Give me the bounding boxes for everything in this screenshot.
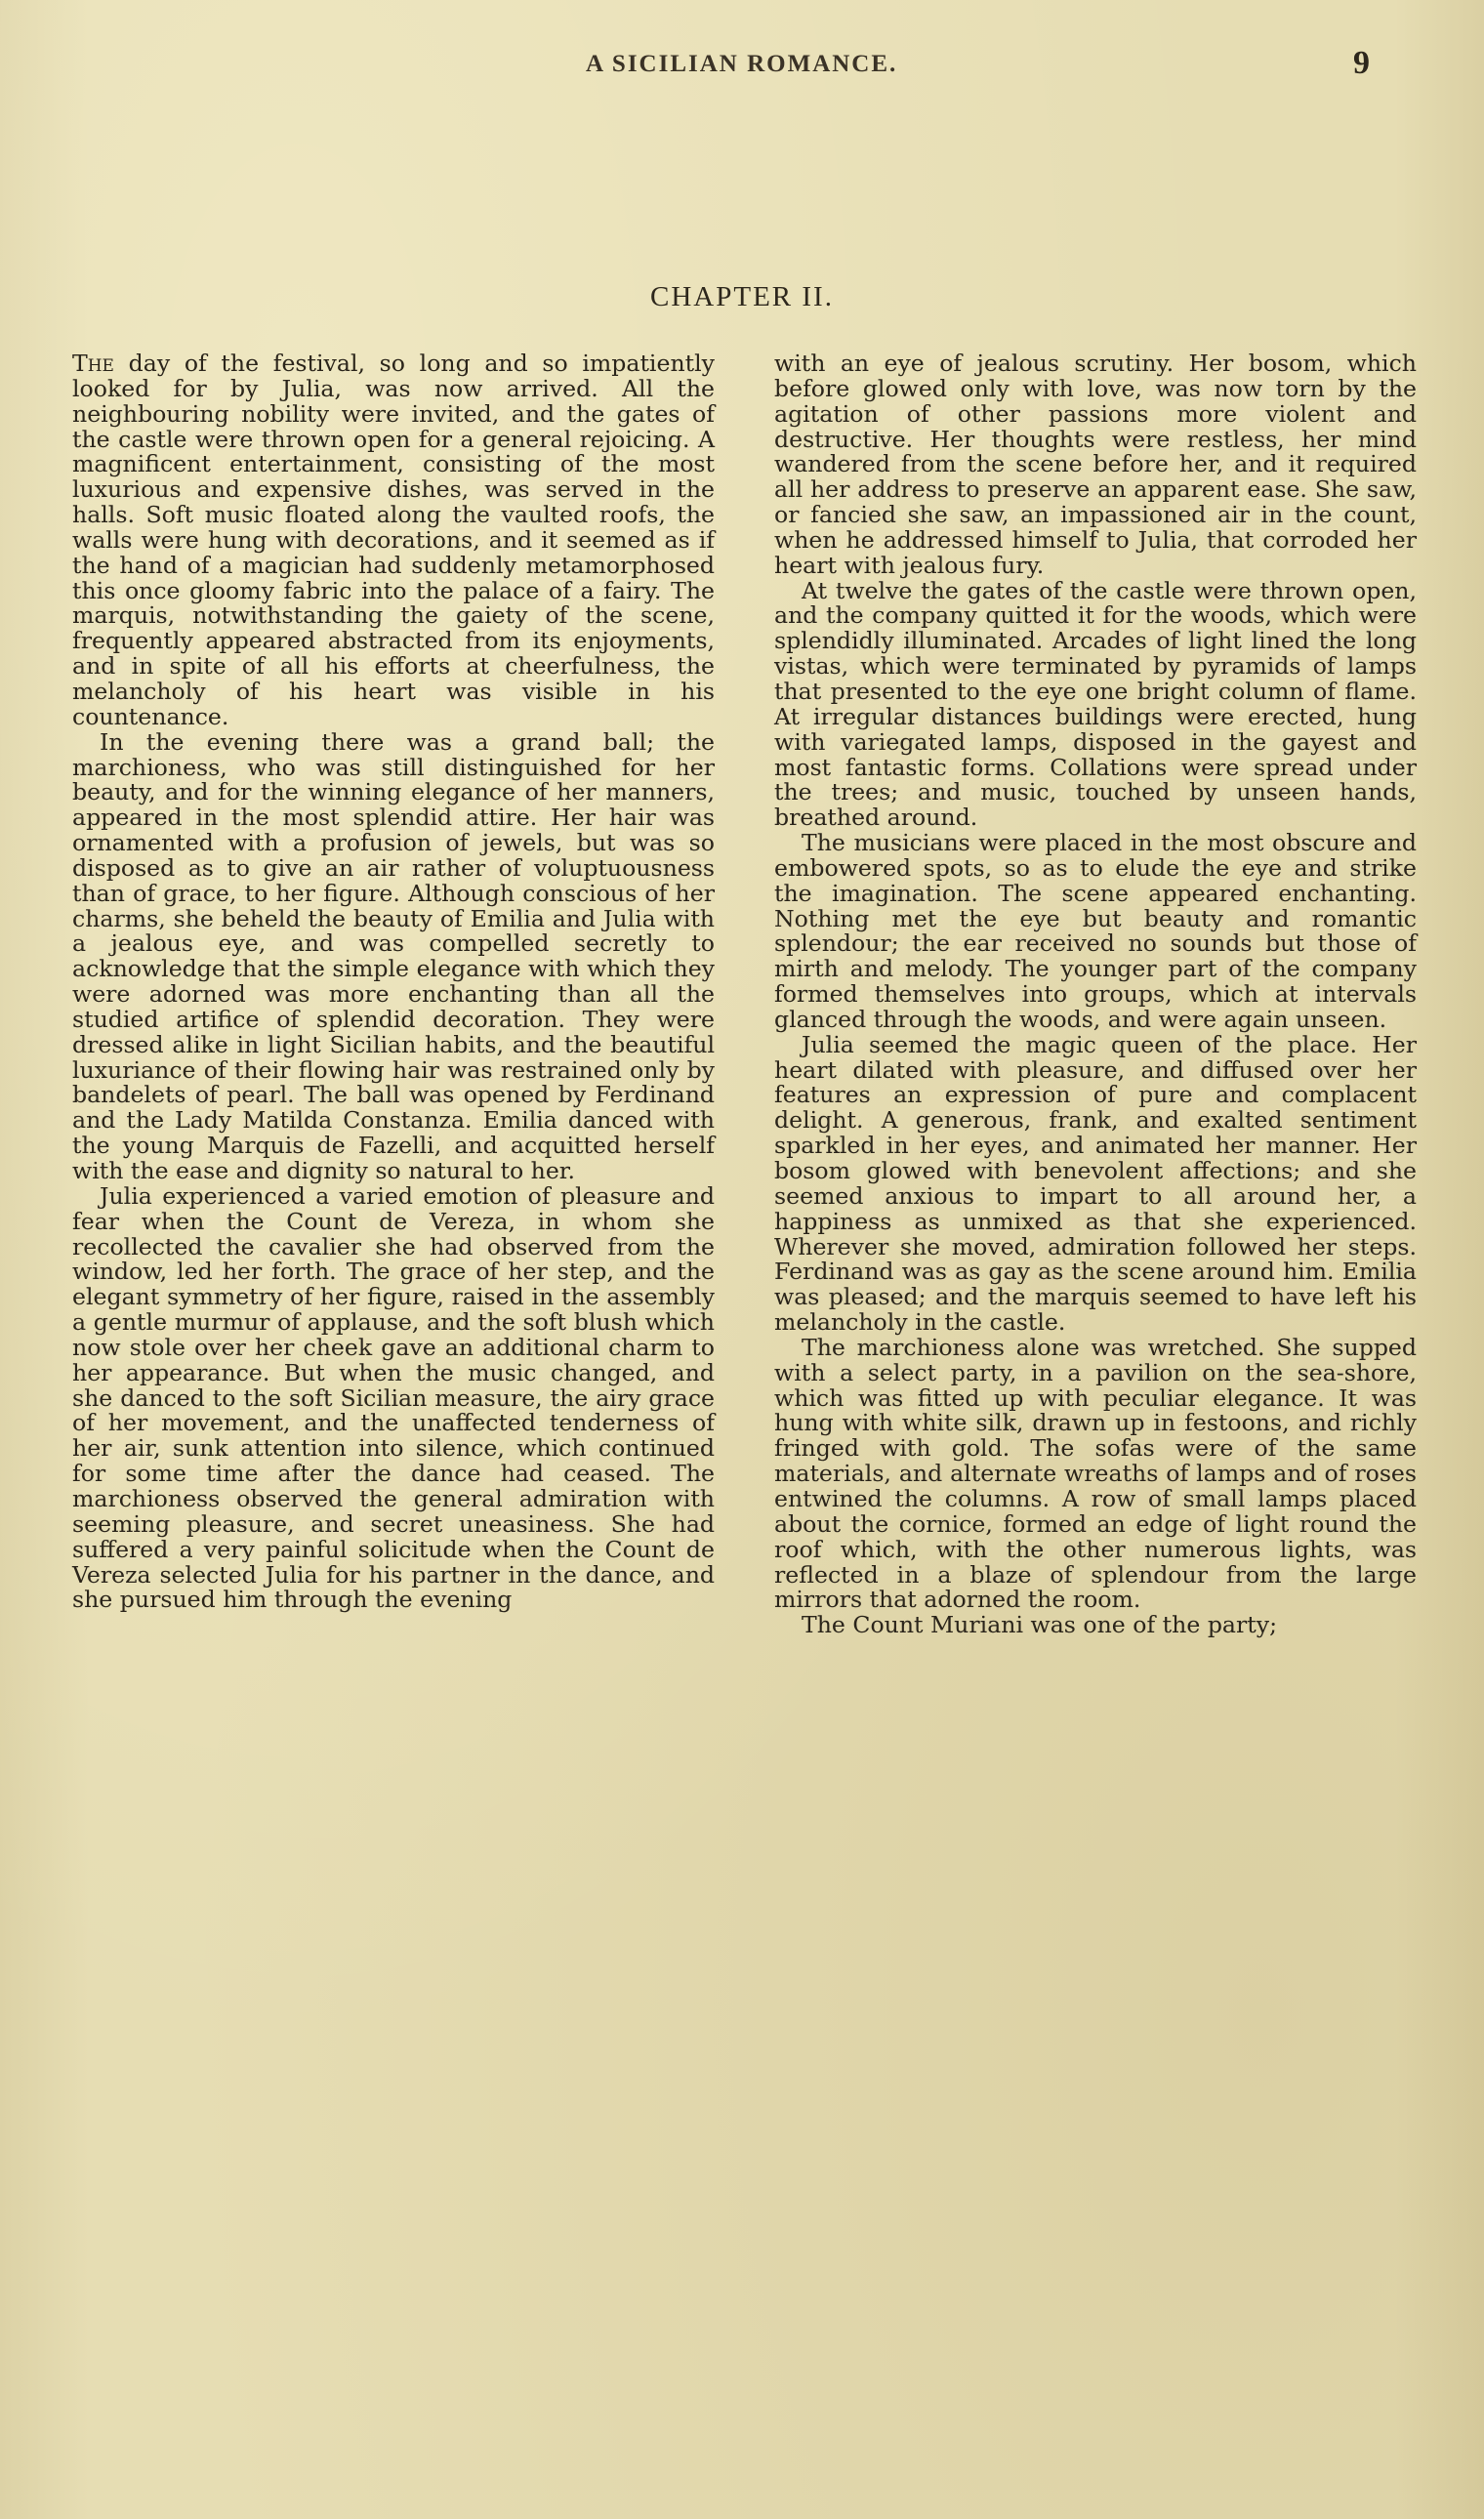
paragraph: In the evening there was a grand ball; the marchioness, who was still distinguished for her beauty, and for the winning elegance of her manners, appeared in the most splendid attire. Her hair was ornamented with a profusion of jewels, but was so disposed as to give an air rather of voluptuousness than of grace, to her figure. Although conscious of her charms, she beheld the beauty of Emilia and Julia with a jealous eye, and was compelled secretly to acknowledge that the simple elegance with which they were adorned was more enchanting than all the studied artifice of splendid decoration. They were dressed alike in light Sicilian habits, and the beautiful luxuriance of their flowing hair was restrained only by bandelets of pearl. The ball was opened by Ferdinand and the Lady Matilda Constanza. Emilia danced with the young Marquis de Fazelli, and acquitted herself with the ease and dignity so natural to her. bbox=[72, 727, 715, 1184]
paragraph bbox=[72, 351, 715, 730]
page-number: 9 bbox=[1353, 45, 1370, 81]
chapter-title: CHAPTER II. bbox=[650, 281, 834, 312]
paragraph-text: day of the festival, so long and so impatiently looked for by Julia, was now arrived. All the neighbouring nobility were invited, and the gates of the castle were thrown open for a general rejoicing. A magnificent entertainment, consisting of the most luxurious and expensive dishes, was served in the halls. Soft music floated along the vaulted roofs, the walls were hung with decorations, and it seemed as if the hand of a magician had suddenly metamorphosed this once gloomy fabric into the palace of a fairy. The marquis, notwithstanding the gaiety of the scene, frequently appeared abstracted from its enjoyments, and in spite of all his efforts at cheerfulness, the melancholy of his heart was visible in his countenance. bbox=[72, 350, 715, 730]
paragraph: At twelve the gates of the castle were thrown open, and the company quitted it for the woods, which were splendidly illuminated. Arcades of light lined the long vistas, which were terminated by pyramids of lamps that presented to the eye one bright column of flame. At irregular distances buildings were erected, hung with variegated lamps, disposed in the gayest and most fantastic forms. Collations were spread under the trees; and music, touched by unseen hands, breathed around. bbox=[774, 576, 1417, 832]
right-column bbox=[774, 351, 1417, 1638]
running-title: A SICILIAN ROMANCE. bbox=[586, 51, 898, 77]
paragraph: Julia seemed the magic queen of the place. Her heart dilated with pleasure, and diffused over her features an expression of pure and complacent delight. A generous, frank, and exalted sentiment sparkled in her eyes, and animated her manner. Her bosom glowed with benevolent affections; and she seemed anxious to impart to all around her, a happiness as unmixed as that she experienced. Wherever she moved, admiration followed her steps. Ferdinand was as gay as the scene around him. Emilia was pleased; and the marquis seemed to have left his melancholy in the castle. bbox=[774, 1030, 1417, 1337]
paragraph: The Count Muriani was one of the party; bbox=[802, 1611, 1278, 1639]
paragraph: with an eye of jealous scrutiny. Her bosom, which before glowed only with love, was now torn by the agitation of other passions more violent and destructive. Her thoughts were restless, her mind wandered from the scene before her, and it required all her address to preserve an apparent ease. She saw, or fancied she saw, an impassioned air in the count, when he addressed himself to Julia, that corroded her heart with jealous fury. bbox=[774, 350, 1417, 579]
paragraph: Julia experienced a varied emotion of pleasure and fear when the Count de Vereza, in whom she recollected the cavalier she had observed from the window, led her forth. The grace of her step, and the elegant symmetry of her figure, raised in the assembly a gentle murmur of applause, and the soft blush which now stole over her cheek gave an additional charm to her appearance. But when the music changed, and she danced to the soft Sicilian measure, the airy grace of her movement, and the unaffected tenderness of her air, sunk attention into silence, which continued for some time after the dance had ceased. The marchioness observed the general admiration with seeming pleasure, and secret uneasiness. She had suffered a very painful solicitude when the Count de Vereza selected Julia for his partner in the dance, and she pursued him through the evening bbox=[72, 1181, 715, 1614]
paragraph: The marchioness alone was wretched. She supped with a select party, in a pavilion on the sea-shore, which was fitted up with peculiar elegance. It was hung with white silk, drawn up in festoons, and richly fringed with gold. The sofas were of the same materials, and alternate wreaths of lamps and of roses entwined the columns. A row of small lamps placed about the cornice, formed an edge of light round the roof which, with the other numerous lights, was reflected in a blaze of splendour from the large mirrors that adorned the room. bbox=[774, 1333, 1417, 1614]
opening-word: The bbox=[72, 350, 114, 377]
left-column bbox=[72, 351, 715, 1613]
paragraph: The musicians were placed in the most obscure and embowered spots, so as to elude the eye and strike the imagination. The scene appeared enchanting. Nothing met the eye but beauty and romantic splendour; the ear received no sounds but those of mirth and melody. The younger part of the company formed themselves into groups, which at intervals glanced through the woods, and were again unseen. bbox=[774, 829, 1417, 1033]
